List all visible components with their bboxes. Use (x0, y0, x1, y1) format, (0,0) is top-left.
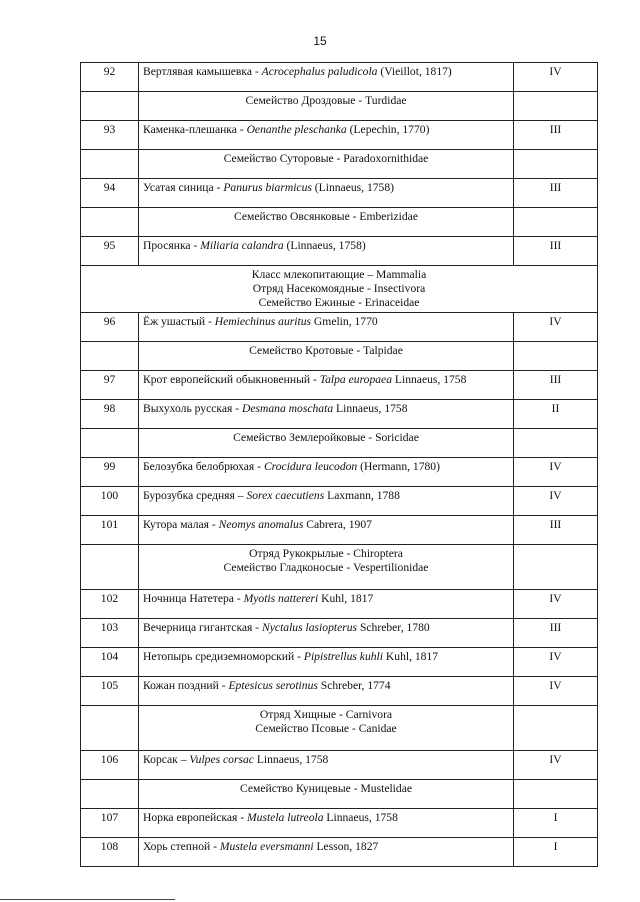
russian-name: Каменка-плешанка - (143, 123, 247, 136)
taxon-header-line: Класс млекопитающие – Mammalia (251, 268, 427, 281)
species-name (139, 121, 514, 150)
category: IV (514, 751, 598, 780)
empty-cell (514, 545, 598, 590)
latin-name: Vulpes corsac (189, 753, 254, 766)
russian-name: Бурозубка средняя – (143, 489, 247, 502)
category: I (514, 838, 598, 867)
latin-name: Sorex caecutiens (246, 489, 325, 502)
taxon-header (139, 208, 514, 237)
russian-name: Ёж ушастый - (143, 315, 215, 328)
russian-name: Просянка - (143, 239, 201, 252)
taxon-header-line: Семейство Ежиные - Erinaceidae (258, 296, 420, 309)
category: IV (514, 648, 598, 677)
author-year: (Vieillot, 1817) (377, 65, 452, 78)
species-name (139, 751, 514, 780)
species-name (139, 516, 514, 545)
author-year: Cabrera, 1907 (303, 518, 372, 531)
category: IV (514, 677, 598, 706)
empty-cell (81, 208, 139, 237)
species-number: 100 (81, 487, 139, 516)
species-name (139, 237, 514, 266)
empty-cell (81, 780, 139, 809)
species-number: 102 (81, 590, 139, 619)
species-number: 99 (81, 458, 139, 487)
russian-name: Норка европейская - (143, 811, 247, 824)
taxon-header (139, 780, 514, 809)
latin-name: Crocidura leucodon (263, 460, 358, 473)
author-year: Linnaeus, 1758 (253, 753, 329, 766)
russian-name: Вечерница гигантская - (143, 621, 263, 634)
species-number: 108 (81, 838, 139, 867)
species-number: 94 (81, 179, 139, 208)
category: III (514, 371, 598, 400)
latin-name: Eptesicus serotinus (228, 679, 318, 692)
species-row (81, 677, 598, 706)
species-number: 107 (81, 809, 139, 838)
author-year: Kuhl, 1817 (383, 650, 439, 663)
taxon-header (81, 266, 598, 313)
species-row (81, 590, 598, 619)
category: III (514, 179, 598, 208)
latin-name: Mustela eversmanni (219, 840, 314, 853)
species-name (139, 400, 514, 429)
species-name (139, 458, 514, 487)
taxon-header-line: Семейство Куницевые - Mustelidae (239, 782, 412, 795)
species-name (139, 809, 514, 838)
empty-cell (514, 208, 598, 237)
species-row (81, 751, 598, 780)
category: III (514, 121, 598, 150)
species-row (81, 648, 598, 677)
taxon-header-line: Семейство Кротовые - Talpidae (249, 344, 403, 357)
empty-cell (514, 706, 598, 751)
category: IV (514, 63, 598, 92)
species-number: 97 (81, 371, 139, 400)
species-row (81, 619, 598, 648)
taxon-header (139, 545, 514, 590)
category: III (514, 237, 598, 266)
species-number: 92 (81, 63, 139, 92)
category: IV (514, 313, 598, 342)
russian-name: Ночница Натетера - (143, 592, 244, 605)
latin-name: Neomys anomalus (218, 518, 304, 531)
species-row (81, 371, 598, 400)
species-row (81, 809, 598, 838)
author-year: (Lepechin, 1770) (346, 123, 430, 136)
russian-name: Крот европейский обыкновенный - (143, 373, 320, 386)
author-year: (Linnaeus, 1758) (311, 181, 394, 194)
empty-cell (81, 545, 139, 590)
russian-name: Хорь степной - (143, 840, 220, 853)
latin-name: Mustela lutreola (246, 811, 324, 824)
latin-name: Acrocephalus paludicola (261, 65, 378, 78)
russian-name: Вертлявая камышевка - (143, 65, 262, 78)
author-year: (Linnaeus, 1758) (283, 239, 366, 252)
empty-cell (514, 92, 598, 121)
species-number: 103 (81, 619, 139, 648)
species-number: 95 (81, 237, 139, 266)
species-number: 105 (81, 677, 139, 706)
latin-name: Hemiechinus auritus (214, 315, 312, 328)
latin-name: Oenanthe pleschanka (246, 123, 347, 136)
taxon-header (139, 92, 514, 121)
species-number: 98 (81, 400, 139, 429)
russian-name: Выхухоль русская - (143, 402, 242, 415)
latin-name: Pipistrellus kuhli (303, 650, 383, 663)
category: III (514, 516, 598, 545)
species-name (139, 677, 514, 706)
russian-name: Усатая синица - (143, 181, 224, 194)
taxon-header-line: Семейство Суторовые - Paradoxornithidae (223, 152, 429, 165)
empty-cell (81, 429, 139, 458)
taxon-header-row (81, 342, 598, 371)
taxon-header (139, 150, 514, 179)
empty-cell (81, 706, 139, 751)
taxon-header-row (81, 780, 598, 809)
russian-name: Белозубка белобрюхая - (143, 460, 264, 473)
species-number: 104 (81, 648, 139, 677)
species-number: 96 (81, 313, 139, 342)
species-name (139, 371, 514, 400)
species-name (139, 838, 514, 867)
species-name (139, 619, 514, 648)
category: IV (514, 590, 598, 619)
category: I (514, 809, 598, 838)
taxon-header-line: Семейство Дроздовые - Turdidae (245, 94, 407, 107)
latin-name: Nyctalus lasiopterus (262, 621, 358, 634)
species-name (139, 179, 514, 208)
footer-divider (0, 899, 175, 900)
species-row (81, 121, 598, 150)
taxon-header-row (81, 92, 598, 121)
author-year: Linnaeus, 1758 (392, 373, 467, 386)
taxon-header-line: Семейство Овсянковые - Emberizidae (234, 210, 418, 223)
category: IV (514, 487, 598, 516)
author-year: Schreber, 1780 (357, 621, 430, 634)
taxon-header (139, 342, 514, 371)
category: II (514, 400, 598, 429)
author-year: Laxmann, 1788 (324, 489, 400, 502)
author-year: Gmelin, 1770 (311, 315, 378, 328)
latin-name: Myotis nattereri (243, 592, 319, 605)
empty-cell (514, 150, 598, 179)
taxon-header-line: Отряд Рукокрылые - Chiroptera (249, 547, 403, 560)
species-row (81, 400, 598, 429)
species-row (81, 63, 598, 92)
empty-cell (81, 342, 139, 371)
species-row (81, 487, 598, 516)
table-body (81, 63, 598, 867)
taxon-header-line: Отряд Хищные - Carnivora (259, 708, 393, 721)
empty-cell (514, 342, 598, 371)
latin-name: Panurus biarmicus (223, 181, 312, 194)
taxon-header (139, 706, 514, 751)
taxon-header (139, 429, 514, 458)
latin-name: Desmana moschata (241, 402, 334, 415)
russian-name: Кутора малая - (143, 518, 219, 531)
author-year: Kuhl, 1817 (318, 592, 374, 605)
species-name (139, 313, 514, 342)
latin-name: Talpa europaea (319, 373, 392, 386)
empty-cell (81, 92, 139, 121)
species-number: 106 (81, 751, 139, 780)
species-number: 101 (81, 516, 139, 545)
taxon-header-row (81, 706, 598, 751)
species-name (139, 63, 514, 92)
author-year: Linnaeus, 1758 (333, 402, 408, 415)
author-year: Lesson, 1827 (313, 840, 379, 853)
species-name (139, 648, 514, 677)
species-name (139, 590, 514, 619)
category: III (514, 619, 598, 648)
russian-name: Корсак – (143, 753, 190, 766)
latin-name: Miliaria calandra (200, 239, 284, 252)
taxon-header-row (81, 545, 598, 590)
author-year: Linnaeus, 1758 (323, 811, 398, 824)
author-year: Schreber, 1774 (317, 679, 391, 692)
empty-cell (514, 429, 598, 458)
taxon-header-line: Семейство Землеройковые - Soricidae (233, 431, 419, 444)
species-row (81, 179, 598, 208)
taxon-header-row (81, 266, 598, 313)
species-name (139, 487, 514, 516)
author-year: (Hermann, 1780) (357, 460, 440, 473)
red-book-table (80, 62, 598, 867)
taxon-header-row (81, 208, 598, 237)
species-row (81, 516, 598, 545)
species-row (81, 237, 598, 266)
russian-name: Кожан поздний - (143, 679, 229, 692)
russian-name: Нетопырь средиземноморский - (143, 650, 304, 663)
taxon-header-line: Семейство Псовые - Canidae (255, 722, 397, 735)
category: IV (514, 458, 598, 487)
species-number: 93 (81, 121, 139, 150)
taxon-header-row (81, 150, 598, 179)
species-row (81, 313, 598, 342)
empty-cell (514, 780, 598, 809)
taxon-header-line: Семейство Гладконосые - Vespertilionidae (223, 561, 429, 574)
taxon-header-row (81, 429, 598, 458)
species-row (81, 458, 598, 487)
species-row (81, 838, 598, 867)
taxon-header-line: Отряд Насекомоядные - Insectivora (252, 282, 426, 295)
page-number: 15 (313, 34, 327, 48)
empty-cell (81, 150, 139, 179)
